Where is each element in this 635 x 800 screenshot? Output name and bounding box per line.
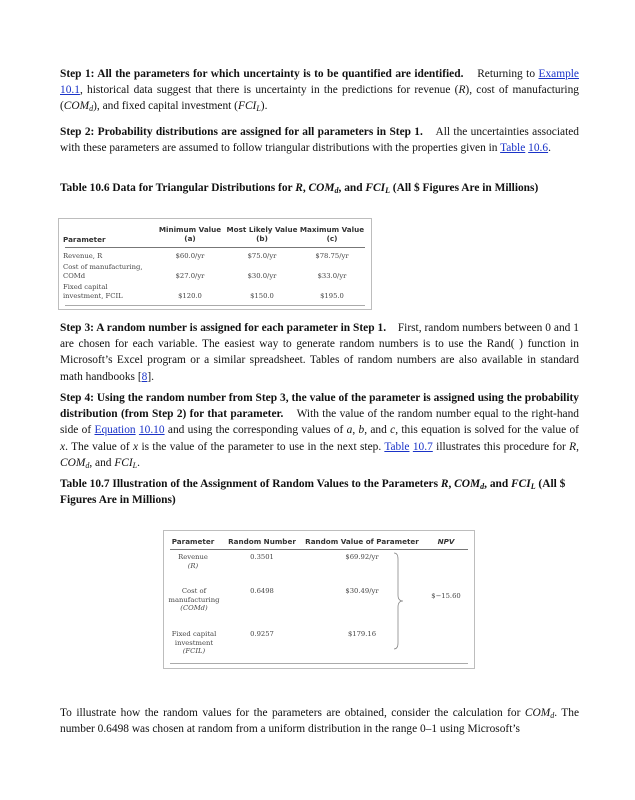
table-cell: $30.49/yr (345, 587, 379, 595)
table-10-6 (58, 218, 372, 310)
step1-text-2: , historical data suggest that there is uncertainty in the predictions for revenue ( (79, 84, 459, 97)
brace-icon (392, 551, 406, 651)
step2-heading: Step 2: Probability distributions are assigned for all parameters in Step 1. (60, 126, 423, 138)
col-header-likely: Most Likely Value (b) (226, 225, 298, 243)
var-r: R (458, 84, 466, 97)
npv-value: $−15.60 (431, 592, 461, 600)
var-com: $COM_d$ (63, 100, 94, 114)
table-cell: $33.0/yr (317, 272, 347, 280)
var-fci: $FCI_L$ (237, 100, 261, 114)
table-cell: 0.3501 (250, 553, 274, 561)
col-header-parameter: Parameter (63, 235, 106, 244)
table-10-7 (163, 530, 475, 669)
col-header-max: Maximum Value (c) (299, 225, 365, 243)
step2-text-2: . (548, 142, 551, 155)
table-cell: $195.0 (320, 292, 344, 300)
col-header-parameter: Parameter (171, 537, 215, 546)
step4-heading: Step 4: Using the random number from Step 3, the value of the parameter is assigned using the probability distribution (from Step 2) for that parameter. (60, 392, 579, 421)
table-number-link[interactable]: 10.6 (528, 142, 549, 155)
col-header-random-value: Random Value of Parameter (305, 537, 419, 546)
table-cell: 0.9257 (250, 630, 274, 638)
table-cell: $75.0/yr (247, 252, 277, 260)
step3-text: First, random numbers between 0 and 1 are chosen for each variable. The easiest way to generate random numbers is to use the Rand( ) function in Microsoft’s Excel program or a similar spreadsheet. Tables of random numbers are also available in standard math handbooks [ (60, 322, 580, 383)
table-cell: $60.0/yr (175, 252, 205, 260)
step4-text: With the value of the random number equal to the right-hand side of (60, 408, 579, 437)
table-row-com-param: Cost of manufacturing, COMd (63, 263, 143, 280)
step3-paragraph (60, 320, 579, 385)
table-10-7-link[interactable]: Table (384, 440, 410, 453)
table-cell: $150.0 (250, 292, 274, 300)
table-10-7-caption: Table 10.7 Illustration of the Assignment of Random Values to the Parameters R, $COM_d$, and $FCI_L$ (All $ Figures Are in Millions) (60, 478, 566, 507)
step1-heading: Step 1: All the parameters for which uncertainty is to be quantified are identified. (60, 68, 464, 80)
table-row-fci-param: Fixed capital investment, FCIL (63, 283, 123, 300)
step2-paragraph (60, 124, 579, 156)
step3-text-2: ]. (147, 370, 154, 383)
example-link[interactable]: Example (538, 68, 579, 80)
example-number-link[interactable]: 10.1 (60, 84, 80, 97)
step3-heading: Step 3: A random number is assigned for each parameter in Step 1. (60, 322, 387, 334)
table-cell: $69.92/yr (345, 553, 379, 561)
col-header-npv: NPV (437, 537, 455, 546)
equation-number-link[interactable]: 10.10 (138, 424, 165, 437)
table-cell: 0.6498 (250, 587, 274, 595)
table-cell: $78.75/yr (315, 252, 349, 260)
table-row-com-param: Cost of manufacturing (COMd) (168, 587, 220, 612)
table-cell: $30.0/yr (247, 272, 277, 280)
table-10-6-caption: Table 10.6 Data for Triangular Distributions for R, $COM_d$, and $FCI_L$ (All $ Figures Are in Millions) (60, 182, 539, 195)
table-row-revenue-param: Revenue (R) (178, 553, 208, 570)
col-header-min: Minimum Value (a) (158, 225, 222, 243)
table-link[interactable]: Table (500, 142, 526, 155)
step1-text: Returning to (477, 68, 539, 80)
step1-paragraph (60, 66, 579, 115)
step4-paragraph: Step 4: Using the random number from Step 3, the value of the parameter is assigned using the probability distribution (from Step 2) for that parameter. With the value of the random number equal to the right-hand side of Equation 10.10 and using the corresponding values of a, b, and c, this equation is solved for the value of x. The value of x is the value of the parameter to use in the next step. Table 10.7 illustrates this procedure for R, $COM_d$, and $FCI_L$. (60, 392, 579, 470)
table-cell: $179.16 (347, 630, 377, 638)
table-row-revenue-param: Revenue, R (63, 252, 103, 260)
step1-text-4: ), and fixed capital investment ( (93, 100, 238, 113)
step1-text-5: ). (260, 100, 268, 113)
equation-link[interactable]: Equation (94, 424, 136, 437)
table-cell: $27.0/yr (175, 272, 205, 280)
reference-link[interactable]: 8 (141, 370, 148, 383)
table-row-fci-param: Fixed capital investment (FCIL) (171, 630, 217, 655)
step1-text-3: ), cost of manufacturing ( (60, 84, 579, 113)
closing-paragraph: To illustrate how the random values for the parameters are obtained, consider the calculation for $COM_d$. The number 0.6498 was chosen at random from a uniform distribution in the range 0–1 using Microsoft’s (60, 707, 579, 736)
table-cell: $120.0 (178, 292, 202, 300)
step2-text: All the uncertainties associated with these parameters are assumed to follow triangular distributions with the properties given in (60, 126, 579, 155)
col-header-random-number: Random Number (228, 537, 296, 546)
table-10-7-number-link[interactable]: 10.7 (412, 440, 433, 453)
